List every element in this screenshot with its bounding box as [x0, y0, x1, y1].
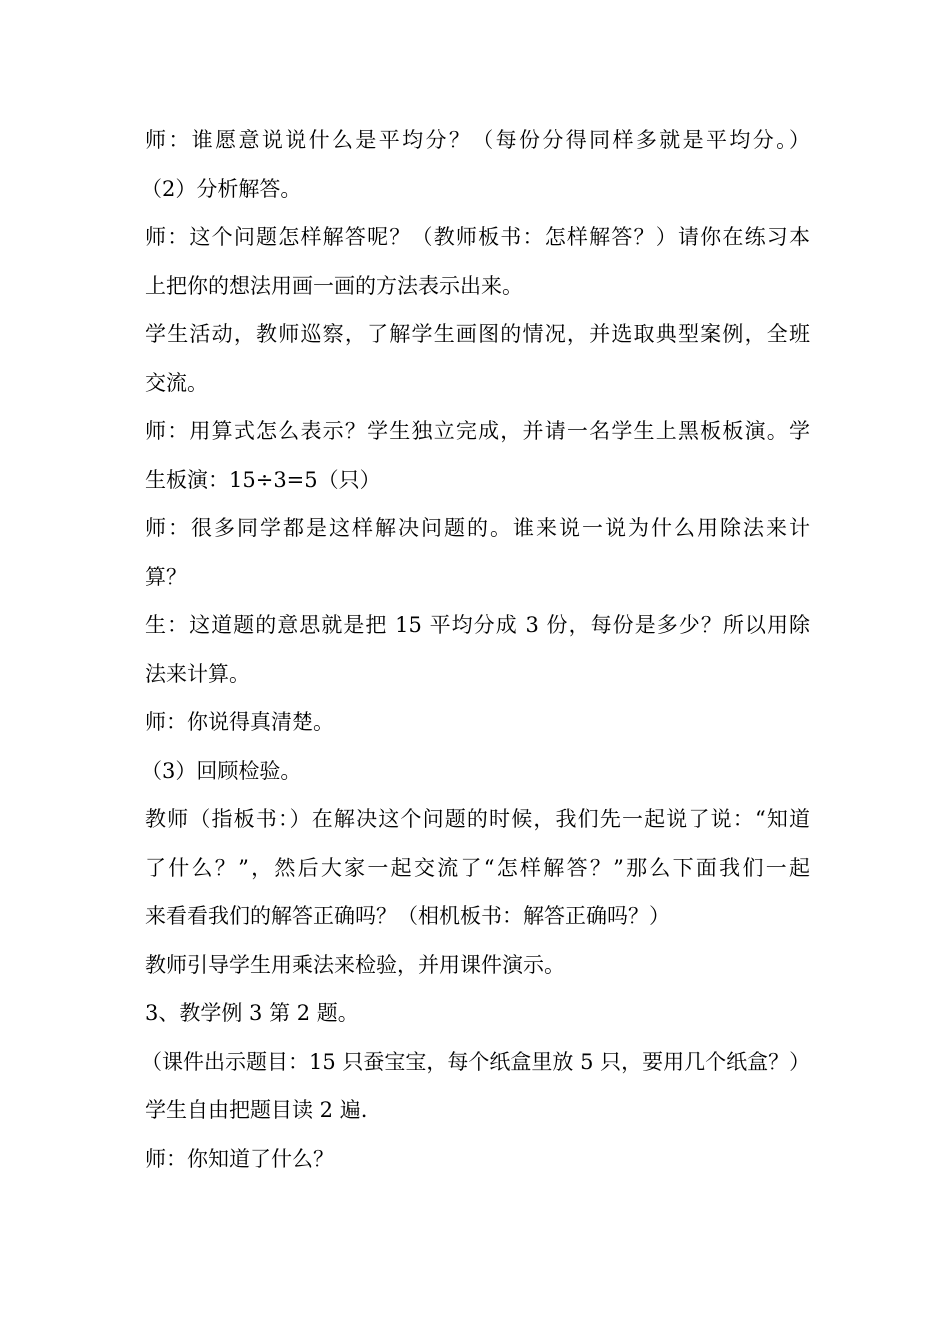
text-line: 师：你知道了什么？: [145, 1146, 334, 1171]
text-line: 生：这道题的意思就是把 15 平均分成 3 份，每份是多少？所以用除: [145, 613, 810, 637]
section-heading: （2）分析解答。: [141, 176, 302, 201]
text-line: 师：你说得真清楚。: [145, 710, 334, 734]
document-body: [141, 116, 811, 1183]
text-line: 了什么？”，然后大家一起交流了“怎样解答？”那么下面我们一起: [145, 855, 810, 880]
text-line: 师：很多同学都是这样解决问题的。谁来说一说为什么用除法来计: [145, 516, 810, 540]
text-line: 师：这个问题怎样解答呢？（教师板书：怎样解答？）请你在练习本: [145, 225, 810, 249]
text-line: 师：谁愿意说说什么是平均分？（每份分得同样多就是平均分。）: [145, 128, 810, 152]
text-line: 学生活动，教师巡察，了解学生画图的情况，并选取典型案例，全班: [145, 322, 810, 346]
text-line: 算？: [145, 564, 187, 589]
text-line: 法来计算。: [145, 661, 250, 686]
section-heading: 3、教学例 3 第 2 题。: [145, 1001, 359, 1025]
text-line: 教师引导学生用乘法来检验，并用课件演示。: [145, 952, 565, 977]
text-line: 交流。: [145, 370, 208, 395]
text-line: 上把你的想法用画一画的方法表示出来。: [145, 273, 523, 298]
text-line: 生板演：15÷3=5（只）: [145, 467, 381, 492]
text-line: 教师（指板书：）在解决这个问题的时候，我们先一起说了说：“知道: [145, 807, 810, 831]
section-heading: （3）回顾检验。: [141, 758, 302, 783]
text-line: 师：用算式怎么表示？学生独立完成，并请一名学生上黑板板演。学: [145, 419, 810, 443]
text-line: 来看看我们的解答正确吗？（相机板书：解答正确吗？）: [145, 904, 670, 928]
text-line: 学生自由把题目读 2 遍.: [145, 1098, 368, 1122]
text-line: （课件出示题目：15 只蚕宝宝，每个纸盒里放 5 只，要用几个纸盒？）: [141, 1049, 811, 1074]
